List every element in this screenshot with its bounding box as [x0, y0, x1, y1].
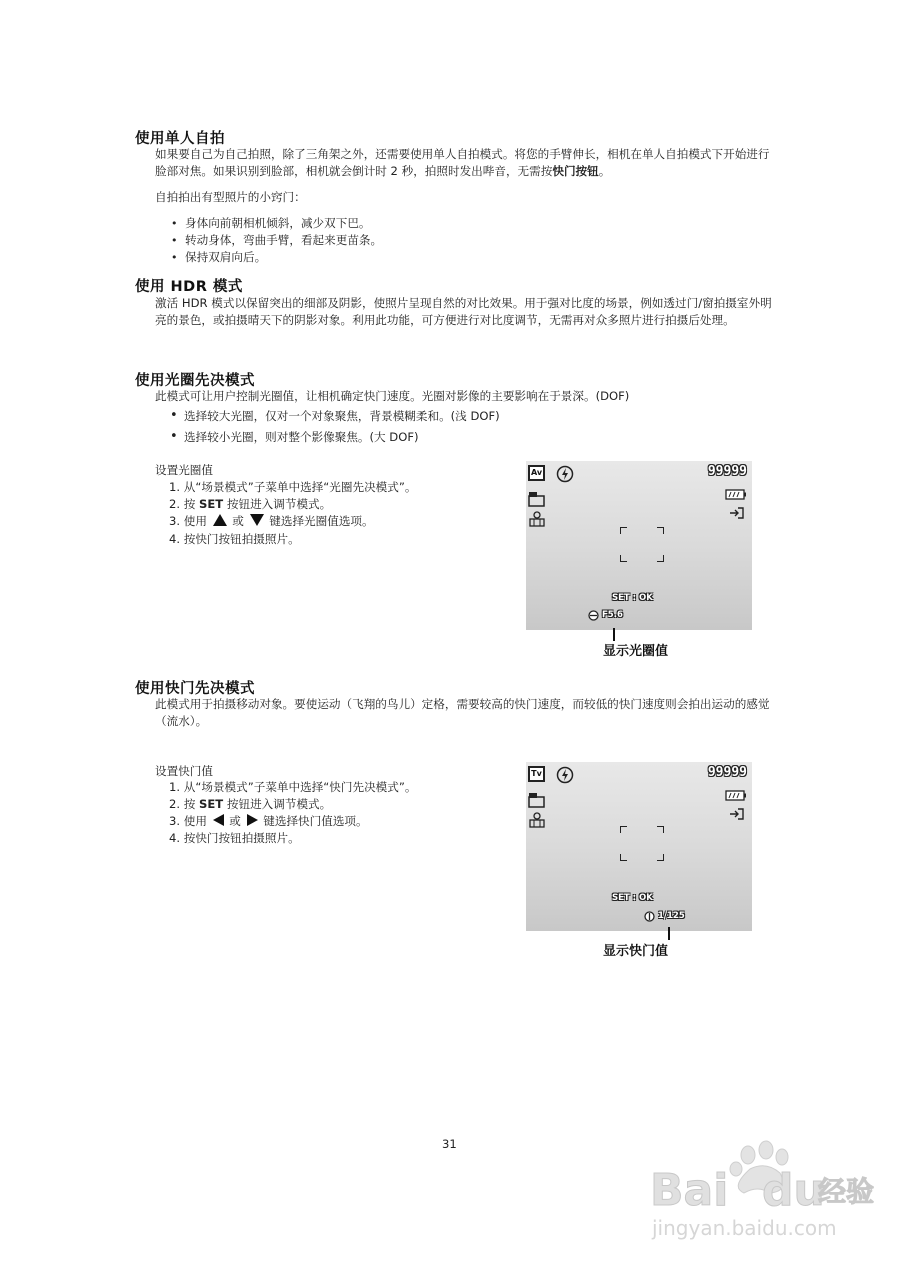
shutter-dial-icon [644, 911, 655, 922]
shutter-paragraph: 此模式用于拍摄移动对象。要使运动（飞翔的鸟儿）定格，需要较高的快门速度，而较低的快门速度则会拍出运动的感觉（流水）。 [155, 697, 770, 728]
aperture-step-4: 4. 按快门按钮拍摄照片。 [169, 532, 300, 546]
memory-in-icon [729, 807, 745, 821]
selfie-tips-intro: 自拍拍出有型照片的小窍门： [155, 190, 306, 204]
shutter-caption: 显示快门值 [603, 944, 669, 959]
left-arrow-icon [213, 814, 224, 826]
hdr-paragraph: 激活 HDR 模式以保留突出的细部及阴影，使照片呈现自然的对比效果。用于强对比度的场景，例如透过门/窗拍摄室外明亮的景色，或拍摄晴天下的阴影对象。利用此功能，可方便进行对比度调节，无需再对众多照片进行拍摄后处理。 [155, 296, 772, 327]
aperture-step-2: 2. 按 SET 按钮进入调节模式。 [169, 497, 332, 511]
face-detect-icon [528, 812, 546, 828]
shutter-step-1: 1. 从“场景模式”子菜单中选择“快门先决模式”。 [169, 780, 417, 794]
set-ok-label: SET : OK [612, 893, 653, 903]
focus-frame-corner [620, 854, 627, 861]
flash-auto-icon [556, 766, 574, 784]
flash-auto-icon [556, 465, 574, 483]
page-number: 31 [442, 1137, 457, 1151]
memory-in-icon [729, 506, 745, 520]
battery-icon [725, 790, 747, 801]
image-size-icon [528, 491, 546, 507]
svg-text:jingyan.baidu.com: jingyan.baidu.com [652, 1216, 837, 1240]
selfie-title: 使用单人自拍 [135, 131, 225, 147]
aperture-step-1: 1. 从“场景模式”子菜单中选择“光圈先决模式”。 [169, 480, 417, 494]
focus-frame-corner [657, 826, 664, 833]
svg-text:Bai: Bai [650, 1165, 729, 1216]
aperture-dial-icon [588, 610, 599, 621]
selfie-paragraph: 如果要自己为自己拍照，除了三角架之外，还需要使用单人自拍模式。将您的手臂伸长，相机在单人自拍模式下开始进行脸部对焦。如果识别到脸部，相机就会倒计时 2 秒，拍照时发出哔音，无需按快门按钮。 [155, 147, 770, 178]
up-arrow-icon [213, 514, 227, 526]
battery-icon [725, 489, 747, 500]
list-item: • 选择较小光圈，则对整个影像聚焦。(大 DOF) [170, 429, 419, 444]
face-detect-icon [528, 511, 546, 527]
focus-frame-corner [657, 555, 664, 562]
focus-frame-corner [620, 527, 627, 534]
svg-text:du: du [762, 1165, 825, 1216]
down-arrow-icon [250, 514, 264, 526]
focus-frame-corner [657, 527, 664, 534]
callout-line [668, 927, 670, 940]
shots-remaining: 99999 [707, 464, 747, 479]
shutter-step-2: 2. 按 SET 按钮进入调节模式。 [169, 797, 332, 811]
right-arrow-icon [247, 814, 258, 826]
shutter-step-4: 4. 按快门按钮拍摄照片。 [169, 831, 300, 845]
shutter-value: 1/125 [658, 911, 685, 921]
aperture-setup-title: 设置光圈值 [155, 463, 213, 477]
tv-mode-icon: Tv [528, 766, 545, 782]
aperture-title: 使用光圈先决模式 [135, 373, 255, 389]
list-item: • 身体向前朝相机倾斜，减少双下巴。 [171, 216, 371, 230]
svg-text:经验: 经验 [818, 1175, 875, 1208]
camera-screen-shutter [526, 762, 752, 931]
image-size-icon [528, 792, 546, 808]
list-item: • 选择较大光圈，仅对一个对象聚焦，背景模糊柔和。(浅 DOF) [170, 408, 500, 423]
aperture-caption: 显示光圈值 [603, 644, 669, 659]
shots-remaining: 99999 [707, 765, 747, 780]
focus-frame-corner [620, 555, 627, 562]
aperture-value: F5.6 [602, 610, 623, 620]
shutter-step-3: 3. 使用 或 键选择快门值选项。 [169, 814, 368, 828]
shutter-title: 使用快门先决模式 [135, 681, 255, 697]
list-item: • 保持双肩向后。 [171, 250, 267, 264]
focus-frame-corner [657, 854, 664, 861]
baidu-jingyan-watermark-logo [650, 1135, 880, 1245]
set-ok-label: SET : OK [612, 593, 653, 603]
camera-screen-aperture [526, 461, 752, 630]
list-item: • 转动身体，弯曲手臂，看起来更苗条。 [171, 233, 383, 247]
aperture-paragraph: 此模式可让用户控制光圈值，让相机确定快门速度。光圈对影像的主要影响在于景深。(DOF) [155, 389, 630, 403]
focus-frame-corner [620, 826, 627, 833]
hdr-title: 使用 HDR 模式 [135, 279, 243, 295]
shutter-setup-title: 设置快门值 [155, 764, 213, 778]
aperture-step-3: 3. 使用 或 键选择光圈值选项。 [169, 514, 374, 528]
av-mode-icon: Av [528, 465, 545, 481]
